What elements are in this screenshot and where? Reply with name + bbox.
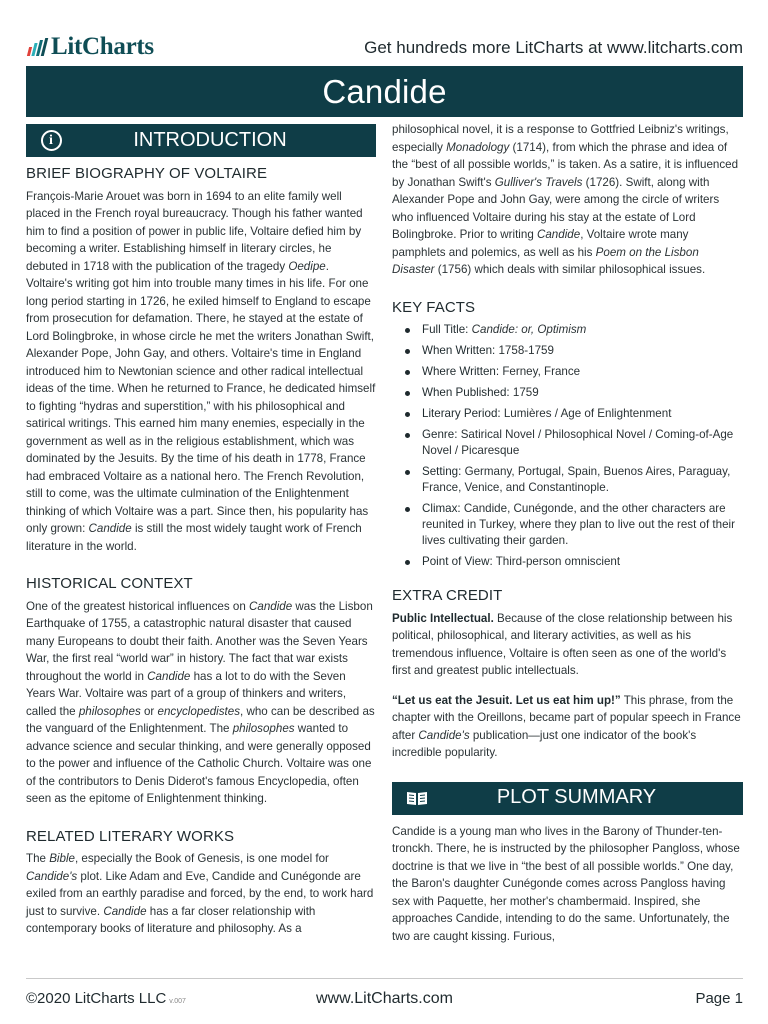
title-bar <box>26 66 743 117</box>
plot-summary-paragraph: Candide is a young man who lives in the Barony of Thunder-ten-tronckh. There, he is instructed by the philosopher Pangloss, whose doctrine is that we live in “the best of all possible worlds.” One day, the Baron's daughter Cunégonde comes across Pangloss having sex with Paquette, her mother's chambermaid. Inspired, she approaches Candide, intending to do the same. Unfortunately, the two are caught kissing. Furious, <box>392 824 740 943</box>
footer <box>26 990 743 1012</box>
extra-credit-item: Public Intellectual. Because of the close relationship between his political, philosophical, and literary activities, as well as his tremendous influence, Voltaire is often seen as one of the world's first and greatest public intellectuals. <box>392 611 733 677</box>
promo-text[interactable]: Get hundreds more LitCharts at www.litcharts.com <box>364 38 743 57</box>
bio-paragraph: François-Marie Arouet was born in 1694 to an elite family well placed in the French royal bureaucracy. Though his father wanted him to find a position of power in public life, Voltaire defied him by becoming a writer. Establishing himself in literary circles, he debuted in 1718 with the publication of the tragedy Oedipe. Voltaire's writing got him into trouble many times in his life. For one long period starting in 1726, he exiled himself to England to escape from prosecution for defamation. There, he stayed at the estate of Lord Bolingbroke, in whose circle he met the writers Jonathan Swift, Alexander Pope, John Gay, and others. Voltaire's time in England introduced him to Newtonian science and other radical intellectual ideas of the time. When he returned to France, he dedicated himself to fighting “hydras and superstition,” with his philosophical and satirical writings. This earned him many enemies, especially in the government as well as in the religious establishment, which was dominated by the Jesuits. By the time of his death in 1778, France had embraced Voltaire as a national hero. The French Revolution, still to come, was the ultimate culmination of the Enlightenment thinking of which Voltaire was a part. Since then, his popularity has only grown: Candide is still the most widely taught work of French literature in the world. <box>26 189 376 553</box>
copyright: ©2020 LitCharts LLC v.007 <box>26 990 186 1007</box>
version-label: v.007 <box>169 998 186 1005</box>
litcharts-logo[interactable] <box>28 32 154 62</box>
info-icon: i <box>26 124 76 157</box>
extra-credit-item: “Let us eat the Jesuit. Let us eat him up!” This phrase, from the chapter with the Oreillons, became part of popular speech in France after Candide's publication—just one indicator of the book's incredible popularity. <box>392 693 741 759</box>
top-bar <box>26 32 743 62</box>
introduction-header <box>26 124 376 157</box>
footer-divider <box>26 978 743 979</box>
fact-item: When Written: 1758-1759 <box>392 343 743 359</box>
page-number: Page 1 <box>695 990 743 1007</box>
fact-item: Climax: Candide, Cunégonde, and the other characters are reunited in Turkey, where they plan to live out the rest of their lives cultivating their garden. <box>392 501 743 549</box>
related-heading: RELATED LITERARY WORKS <box>26 827 235 845</box>
fact-item: Where Written: Ferney, France <box>392 364 743 380</box>
book-icon <box>392 782 442 815</box>
fact-item: Full Title: Candide: or, Optimism <box>392 322 743 338</box>
plot-summary-header <box>392 782 743 815</box>
historical-heading: HISTORICAL CONTEXT <box>26 575 193 592</box>
related-paragraph: The Bible, especially the Book of Genesis, is one model for Candide's plot. Like Adam and Eve, Candide and Cunégonde are exiled from an earthly paradise and forced, by the end, to work hard just to survive. Candide has a far closer relationship with contemporary books of literature and philosophy. As a <box>26 852 374 935</box>
fact-item: Setting: Germany, Portugal, Spain, Buenos Aires, Paraguay, France, Venice, and Constantinople. <box>392 464 743 496</box>
extra-credit-heading: EXTRA CREDIT <box>392 587 503 604</box>
right-column <box>392 121 743 945</box>
fact-item: Point of View: Third-person omniscient <box>392 554 743 570</box>
left-column <box>26 124 376 938</box>
footer-site-link[interactable]: www.LitCharts.com <box>316 990 453 1007</box>
key-facts-heading: KEY FACTS <box>392 298 476 316</box>
logo-bars-icon <box>28 38 46 56</box>
introduction-title: INTRODUCTION <box>133 128 287 151</box>
page-title: Candide <box>322 72 447 110</box>
related-paragraph-continued: philosophical novel, it is a response to Gottfried Leibniz's writings, especially Monadology (1714), from which the phrase and idea of the “best of all possible worlds,” is taken. As a satire, it is influenced by Jonathan Swift's Gulliver's Travels (1726). Swift, along with Alexander Pope and John Gay, were among the circle of writers who influenced Voltaire during his stay at the estate of Lord Bolingbroke. Prior to writing Candide, Voltaire wrote many pamphlets and polemics, as well as his Poem on the Lisbon Disaster (1756) which deals with similar philosophical issues. <box>392 123 739 276</box>
fact-item: Genre: Satirical Novel / Philosophical Novel / Coming-of-Age Novel / Picaresque <box>392 427 743 459</box>
fact-item: When Published: 1759 <box>392 385 743 401</box>
historical-paragraph: One of the greatest historical influences on Candide was the Lisbon Earthquake of 1755, a catastrophic natural disaster that caused many Europeans to doubt their faith. Another was the Seven Years War, the first real “world war” in history. The fact that war exists throughout the world in Candide has a lot to do with the Seven Years War. Voltaire was part of a group of thinkers and writers, called the philosophes or encyclopedistes, who can be described as the vanguard of the Enlightenment. The philosophes wanted to advance science and secular thinking, and were generally opposed to the power and influence of the Catholic Church. Voltaire was one of the contributors to Denis Diderot's famous Encyclopedia, often seen as the epitome of Enlightenment thinking. <box>26 599 375 805</box>
plot-summary-title: PLOT SUMMARY <box>496 786 657 809</box>
key-facts-list <box>392 322 743 570</box>
fact-item: Literary Period: Lumières / Age of Enlightenment <box>392 406 743 422</box>
bio-heading: BRIEF BIOGRAPHY OF VOLTAIRE <box>26 165 268 182</box>
logo-text: LitCharts <box>51 33 154 60</box>
